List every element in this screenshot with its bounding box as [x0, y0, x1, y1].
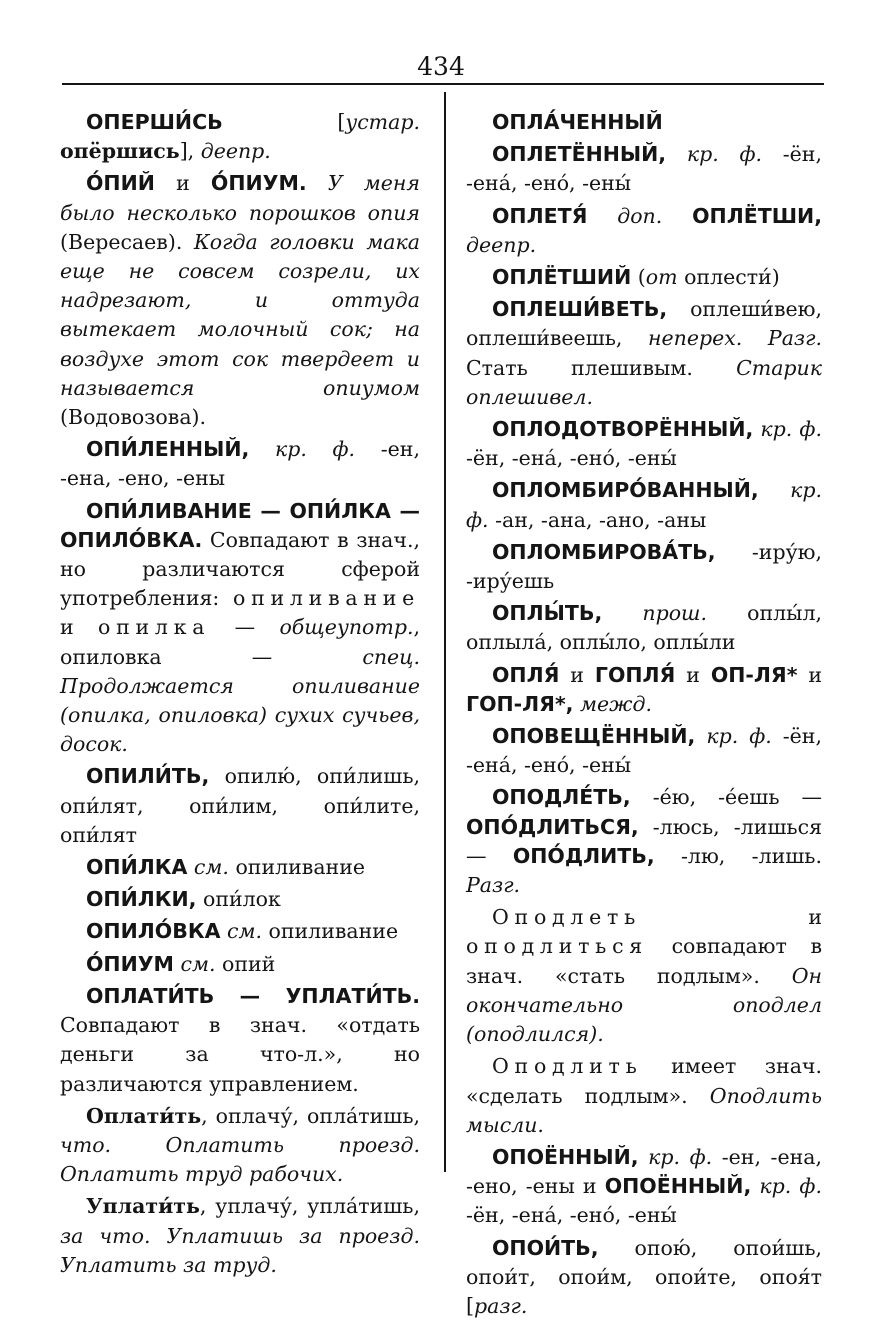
entry-opleshivet: ОПЛЕШИ́ВЕТЬ, оплеши́вею, оплеши́веешь, неперех. Разг. Стать плешивым. Старик оплешивел.: [466, 297, 822, 409]
entry-opilovka: ОПИЛО́ВКА см. опиливание: [86, 919, 399, 944]
entry-oplodotvorenny: ОПЛОДОТВОРЁННЫЙ, кр. ф. -ён, -ена́, -ено́, -ены́: [466, 417, 822, 471]
left-column: [60, 108, 420, 1283]
entry-opoveshchenny: ОПОВЕЩЁННЫЙ, кр. ф. -ён, -ена́, -ено́, -ены́: [466, 724, 822, 778]
entry-opoit: ОПОИ́ТЬ, опою́, опои́шь, опои́т, опои́м, опои́те, опоя́т [разг.: [466, 1235, 822, 1318]
page-number: 434: [417, 52, 465, 81]
header-rule: [62, 83, 824, 85]
entry-uplatit: Уплати́ть, уплачу́, упла́тишь, за что. Уплатишь за проезд. Уплатить за труд.: [60, 1194, 420, 1277]
right-column: [466, 108, 822, 1324]
entry-opilki: ОПИ́ЛКИ, опи́лок: [86, 887, 281, 912]
entry-opium: О́ПИУМ см. опий: [86, 951, 276, 976]
entry-opletya: ОПЛЕТЯ́ доп. ОПЛЁТШИ, деепр.: [466, 203, 822, 257]
entry-opilivanie: ОПИ́ЛИВАНИЕ — ОПИ́ЛКА — ОПИЛО́ВКА. Совпадают в знач., но различаются сферой употребления: опиливание и опилка — общеупотр., опиловка — спец. Продолжается опиливание (опилка, опиловка) сухих сучьев, досок.: [60, 498, 420, 757]
entry-oplachenny: ОПЛА́ЧЕННЫЙ: [492, 110, 663, 134]
entry-oplya: ОПЛЯ́ и ГОПЛЯ́ и ОП-ЛЯ* и ГОП-ЛЯ*, межд.: [466, 662, 822, 716]
column-divider: [444, 92, 446, 1172]
entry-opiy: О́ПИЙ и О́ПИУМ. У меня было несколько порошков опия (Вересаев). Когда головки мака еще не совсем созрели, их надрезают, и оттуда вытекает молочный сок; на воздухе этот сок твердеет и называется опиумом (Водовозова).: [60, 171, 420, 430]
entry-opilit: ОПИЛИ́ТЬ, опилю́, опи́лишь, опи́лят, опи́лим, опи́лите, опи́лят: [60, 764, 420, 847]
entry-opodlet-usage: Оподлеть и оподлиться совпадают в знач. «стать подлым». Он окончательно оподлел (оподлился).: [466, 905, 822, 1047]
entry-oplombirovanny: ОПЛОМБИРО́ВАННЫЙ, кр. ф. -ан, -ана, -ано, -аны: [466, 478, 822, 532]
entry-opershis: ОПЕРШИ́СЬ [устар. опёршись], деепр.: [60, 110, 420, 164]
entry-opletenny: ОПЛЕТЁННЫЙ, кр. ф. -ён, -ена́, -ено́, -ены́: [466, 142, 822, 196]
entry-oplatit-uplatit: ОПЛАТИ́ТЬ — УПЛАТИ́ТЬ. Совпадают в знач. «отдать деньги за что-л.», но различаются управлением.: [60, 983, 420, 1096]
entry-opoenny: ОПОЁННЫЙ, кр. ф. -ен, -ена, -ено, -ены и ОПОЁННЫЙ, кр. ф. -ён, -ена́, -ено́, -ены́: [466, 1144, 822, 1228]
entry-oplyotshiy: ОПЛЁТШИЙ (от оплести́): [492, 265, 780, 290]
entry-opodlet: ОПОДЛЕ́ТЬ, -е́ю, -е́ешь — ОПО́ДЛИТЬСЯ, -люсь, -лишься — ОПО́ДЛИТЬ, -лю, -лишь. Разг.: [466, 785, 822, 898]
entry-oplyt: ОПЛЫ́ТЬ, прош. оплы́л, оплыла́, оплы́ло, оплы́ли: [466, 601, 822, 655]
entry-opodlit-usage: Оподлить имеет знач. «сделать подлым». Оподлить мысли.: [466, 1054, 822, 1137]
entry-opilka: ОПИ́ЛКА см. опиливание: [86, 855, 366, 880]
entry-opilenny: ОПИ́ЛЕННЫЙ, кр. ф. -ен, -ена, -ено, -ены: [60, 437, 420, 491]
entry-oplatit: Оплати́ть, оплачу́, опла́тишь, что. Оплатить проезд. Оплатить труд рабочих.: [60, 1103, 420, 1187]
entry-oplombirovat: ОПЛОМБИРОВА́ТЬ, -иру́ю, -иру́ешь: [466, 539, 822, 594]
